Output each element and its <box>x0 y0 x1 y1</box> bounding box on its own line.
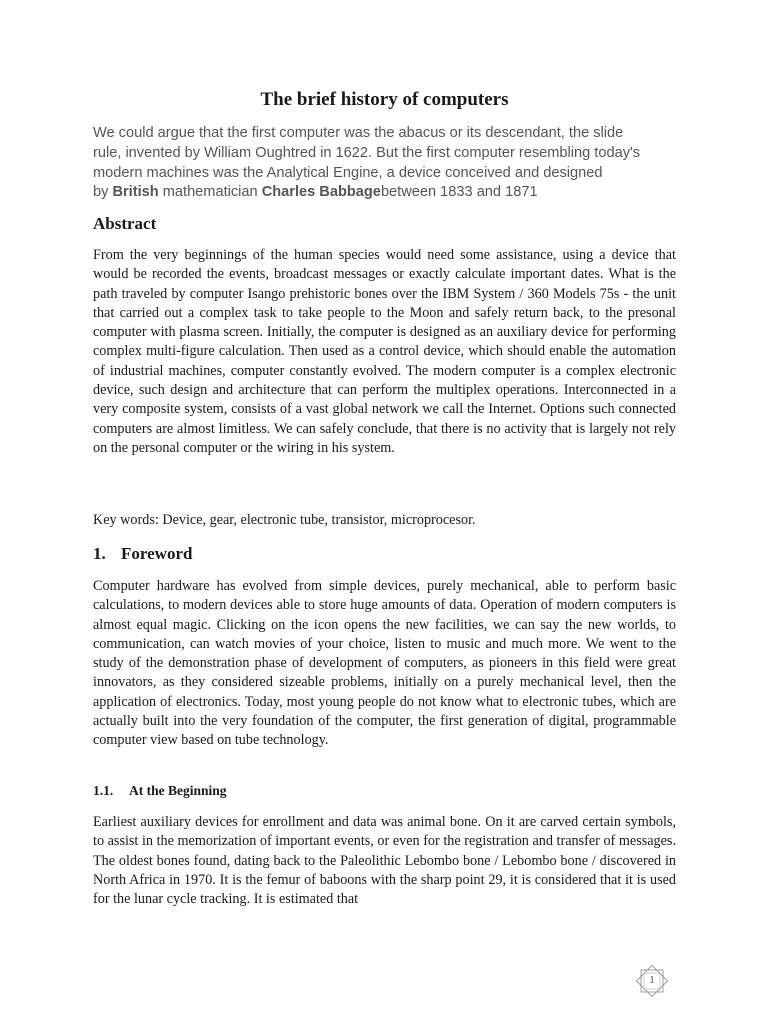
foreword-heading <box>93 544 192 564</box>
beginning-heading <box>93 783 227 799</box>
beginning-text: Earliest auxiliary devices for enrollment and data was animal bone. On it are carved certain symbols, to assist in the memorization of important events, or even for the registration and transfer of messages. The oldest bones found, dating back to the Paleolithic Lebombo bone / Lebombo bone / discovered in North Africa in 1970. It is the femur of baboons with the sharp point 29, it is considered that it is used for the lunar cycle tracking. It is estimated that <box>93 814 676 908</box>
section-number: 1. <box>93 544 106 563</box>
page-number: 1 <box>649 975 655 986</box>
intro-paragraph <box>93 124 676 203</box>
subsection-title: At the Beginning <box>129 783 227 798</box>
section-title: Foreword <box>121 544 193 563</box>
intro-text: mathematician <box>158 184 262 201</box>
document-title: The brief history of computers <box>260 89 509 110</box>
intro-line <box>93 183 676 203</box>
keywords: Key words: Device, gear, electronic tube, transistor, microprocesor. <box>93 512 476 528</box>
intro-bold-british: British <box>112 184 159 201</box>
intro-text: by <box>93 184 113 201</box>
abstract-text: From the very beginnings of the human species would need some assistance, using a device that would be recorded the events, broadcast messages or exactly calculate important dates. What is the path traveled by computer Isango prehistoric bones over the IBM System / 360 Models 75s - the unit that carried out a complex task to take people to the Moon and safely return back, to the presonal computer with plasma screen. Initially, the computer is designed as an auxiliary device for performing complex multi-figure calculation. Then used as a control device, which should enable the automation of industrial machines, computer constantly evolved. The modern computer is a complex electronic device, such design and architecture that can perform the multiplex operations. Interconnected in a very composite system, consists of a vast global network we call the Internet. Options such connected computers are almost limitless. We can safely conclude, that there is no activity that is largely not rely on the personal computer or the wiring in his system. <box>93 247 676 456</box>
intro-line: rule, invented by William Oughtred in 1622. But the first computer resembling today's <box>93 144 641 161</box>
abstract-heading: Abstract <box>93 214 157 233</box>
page-number-badge <box>634 965 670 999</box>
intro-text: between 1833 and 1871 <box>380 184 538 201</box>
foreword-text: Computer hardware has evolved from simple devices, purely mechanical, able to perform basic calculations, to modern devices able to store huge amounts of data. Operation of modern computers is almost equal magic. Clicking on the icon opens the new facilities, we can say the new worlds, to communication, can watch movies of your choice, listen to music and much more. We went to the study of the demonstration phase of development of computers, as pioneers in this field were great innovators, as they considered sizeable problems, initially on a purely mechanical level, then the application of electronics. Today, most young people do not know what to electronic tubes, which are actually built into the very foundation of the computer, the first generation of digital, programmable computer view based on tube technology. <box>93 578 676 749</box>
intro-line: We could argue that the first computer was the abacus or its descendant, the slide <box>93 125 624 141</box>
intro-line: modern machines was the Analytical Engine, a device conceived and designed <box>93 164 603 181</box>
subsection-number: 1.1. <box>93 783 114 798</box>
intro-bold-babbage: Charles Babbage <box>261 184 381 201</box>
